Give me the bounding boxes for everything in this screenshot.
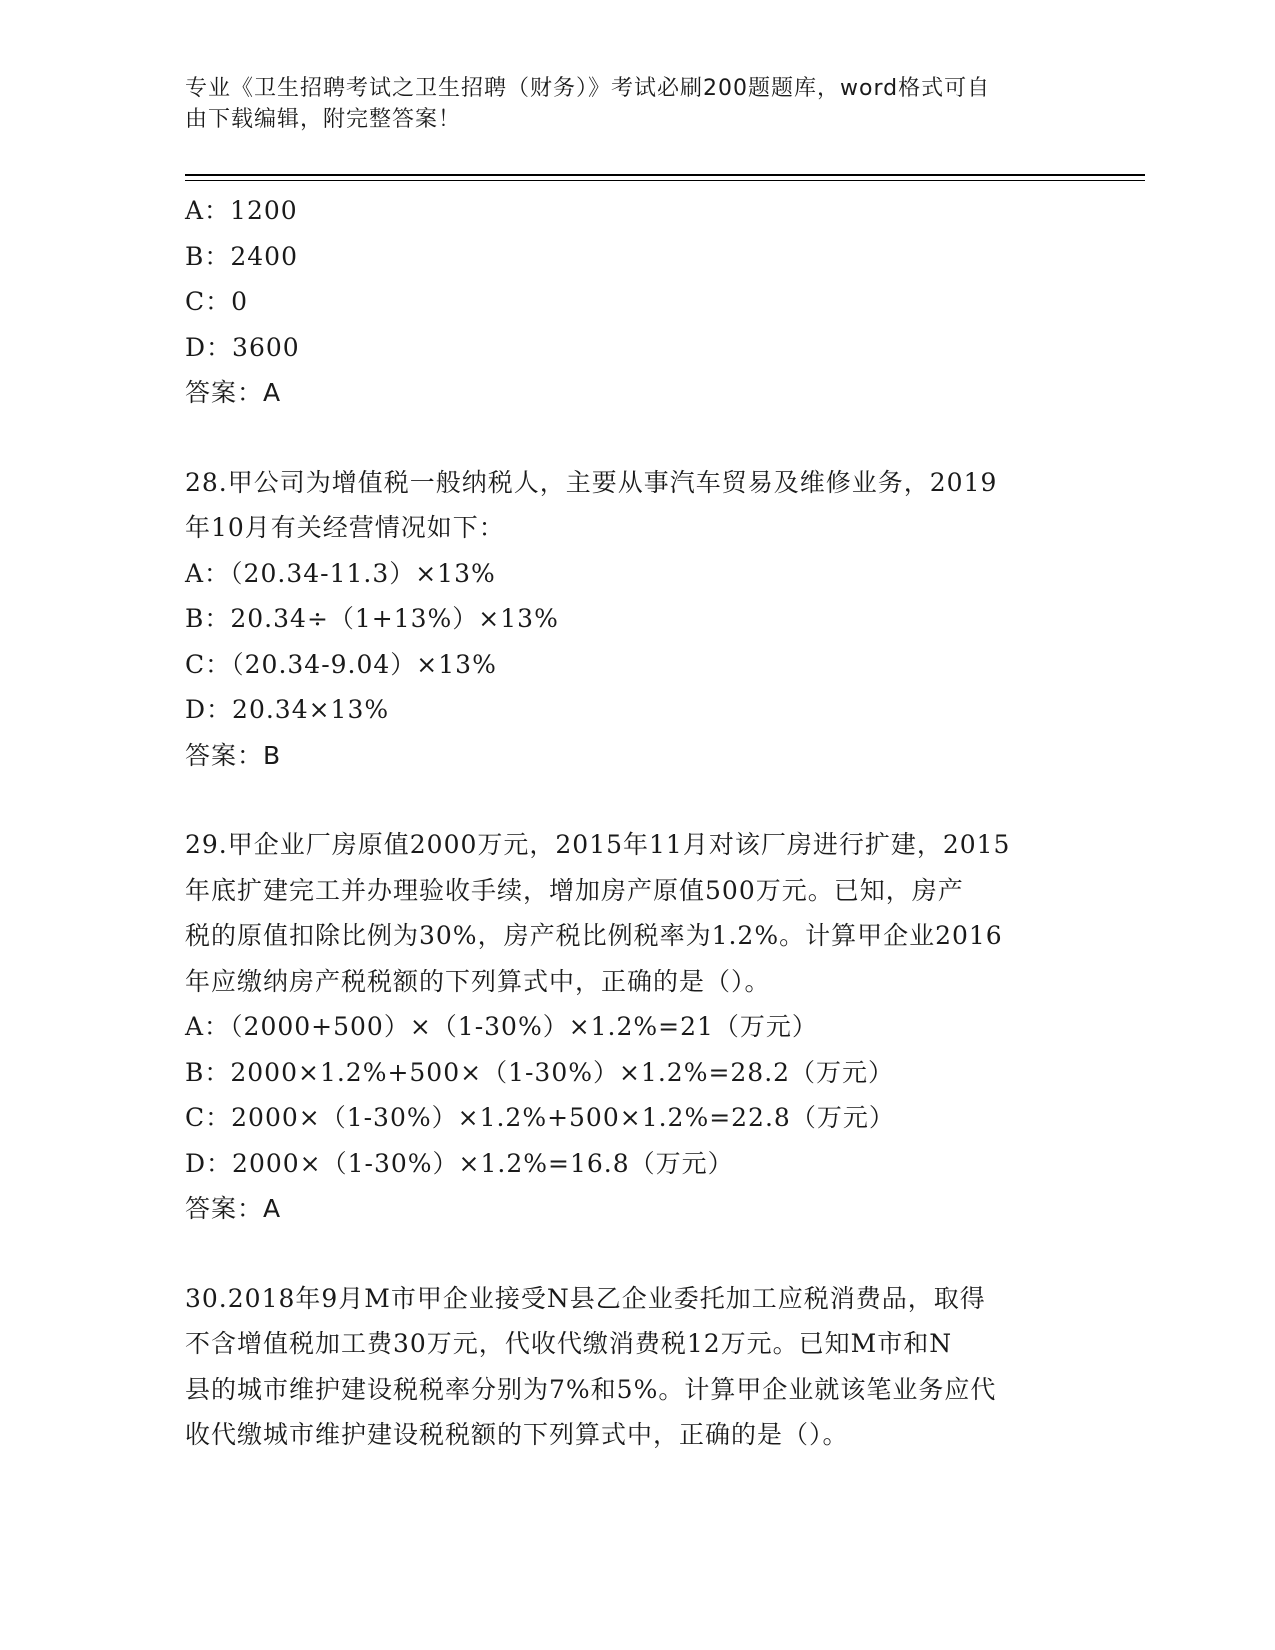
document-header bbox=[185, 73, 1085, 135]
answer-line: 答案：A bbox=[185, 1194, 282, 1223]
header-line-2: 由下载编辑，附完整答案！ bbox=[185, 107, 462, 132]
question-stem-line: 不含增值税加工费30万元，代收代缴消费税12万元。已知M市和N bbox=[185, 1329, 953, 1358]
option-c: C：0 bbox=[185, 287, 249, 316]
answer-line: 答案：B bbox=[185, 740, 282, 770]
question-stem-line: 年底扩建完工并办理验收手续，增加房产原值500万元。已知，房产 bbox=[185, 875, 964, 905]
question-spacer bbox=[185, 1232, 1085, 1276]
header-rule-thin bbox=[185, 180, 1145, 181]
option-a: A：1200 bbox=[185, 196, 298, 225]
question-29 bbox=[185, 822, 1085, 1232]
option-d: D：2000×（1-30%）×1.2%=16.8（万元） bbox=[185, 1148, 734, 1178]
question-28 bbox=[185, 460, 1085, 779]
option-d: D：20.34×13% bbox=[185, 695, 390, 724]
option-c: C：2000×（1-30%）×1.2%+500×1.2%=22.8（万元） bbox=[185, 1103, 895, 1132]
question-stem-line: 30.2018年9月M市甲企业接受N县乙企业委托加工应税消费品，取得 bbox=[185, 1283, 986, 1313]
question-stem-line: 收代缴城市维护建设税税额的下列算式中，正确的是（）。 bbox=[185, 1420, 849, 1449]
question-27 bbox=[185, 188, 1085, 416]
option-a: A：（2000+500）×（1-30%）×1.2%=21（万元） bbox=[185, 1012, 818, 1041]
question-stem-line: 年10月有关经营情况如下： bbox=[185, 513, 505, 542]
header-line-1: 专业《卫生招聘考试之卫生招聘（财务）》考试必刷200题题库，word格式可自 bbox=[185, 76, 991, 101]
option-b: B：2000×1.2%+500×（1-30%）×1.2%=28.2（万元） bbox=[185, 1057, 895, 1087]
question-stem-line: 年应缴纳房产税税额的下列算式中，正确的是（）。 bbox=[185, 966, 771, 996]
option-b: B：2400 bbox=[185, 241, 298, 271]
question-stem-line: 28.甲公司为增值税一般纳税人，主要从事汽车贸易及维修业务，2019 bbox=[185, 467, 998, 497]
question-stem-line: 税的原值扣除比例为30%，房产税比例税率为1.2%。计算甲企业2016 bbox=[185, 921, 1003, 950]
question-30 bbox=[185, 1276, 1085, 1458]
option-d: D：3600 bbox=[185, 332, 300, 362]
document-body bbox=[185, 188, 1085, 1458]
option-c: C：（20.34-9.04）×13% bbox=[185, 649, 497, 679]
option-a: A：（20.34-11.3）×13% bbox=[185, 558, 496, 588]
answer-line: 答案：A bbox=[185, 378, 282, 407]
question-spacer bbox=[185, 416, 1085, 460]
header-rule-thick bbox=[185, 174, 1145, 176]
question-stem-line: 29.甲企业厂房原值2000万元，2015年11月对该厂房进行扩建，2015 bbox=[185, 830, 1011, 859]
question-spacer bbox=[185, 778, 1085, 822]
option-b: B：20.34÷（1+13%）×13% bbox=[185, 604, 559, 633]
question-stem-line: 县的城市维护建设税税率分别为7%和5%。计算甲企业就该笔业务应代 bbox=[185, 1374, 997, 1404]
